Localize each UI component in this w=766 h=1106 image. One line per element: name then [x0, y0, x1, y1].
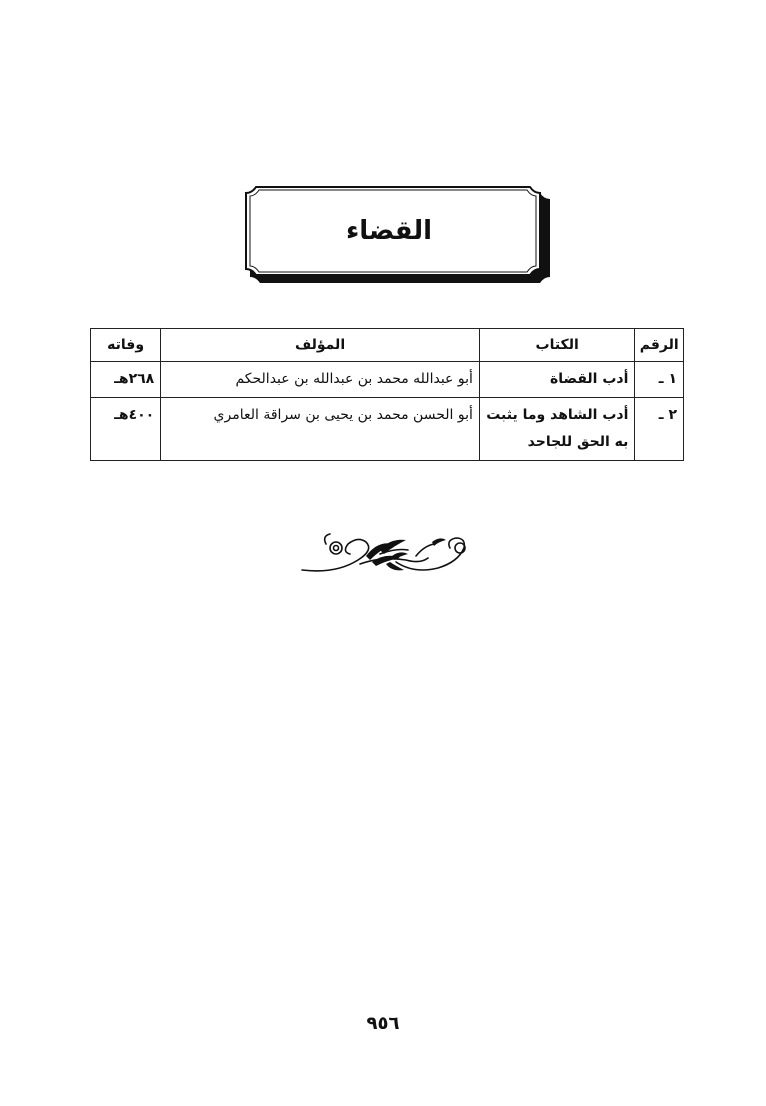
row-death: ٤٠٠هـ: [91, 398, 161, 461]
table-row: [91, 362, 684, 398]
page-number: ٩٥٦: [366, 1013, 400, 1034]
books-table: [90, 328, 684, 461]
header-death: وفاته: [91, 329, 161, 362]
row-author: أبو الحسن محمد بن يحيى بن سراقة العامري: [161, 398, 480, 461]
header-number: الرقم: [635, 329, 684, 362]
header-book: الكتاب: [479, 329, 635, 362]
floral-ornament-icon: [296, 530, 472, 580]
table-header-row: [91, 329, 684, 362]
table-row: [91, 398, 684, 461]
row-book: أدب القضاة: [479, 362, 635, 398]
row-book: أدب الشاهد وما يثبت به الحق للجاحد: [479, 398, 635, 461]
section-title: القضاء: [345, 216, 433, 246]
section-title-frame: [244, 185, 556, 287]
row-number: ٢ ـ: [635, 398, 684, 461]
row-death: ٢٦٨هـ: [91, 362, 161, 398]
header-author: المؤلف: [161, 329, 480, 362]
row-author: أبو عبدالله محمد بن عبدالله بن عبدالحكم: [161, 362, 480, 398]
row-number: ١ ـ: [635, 362, 684, 398]
